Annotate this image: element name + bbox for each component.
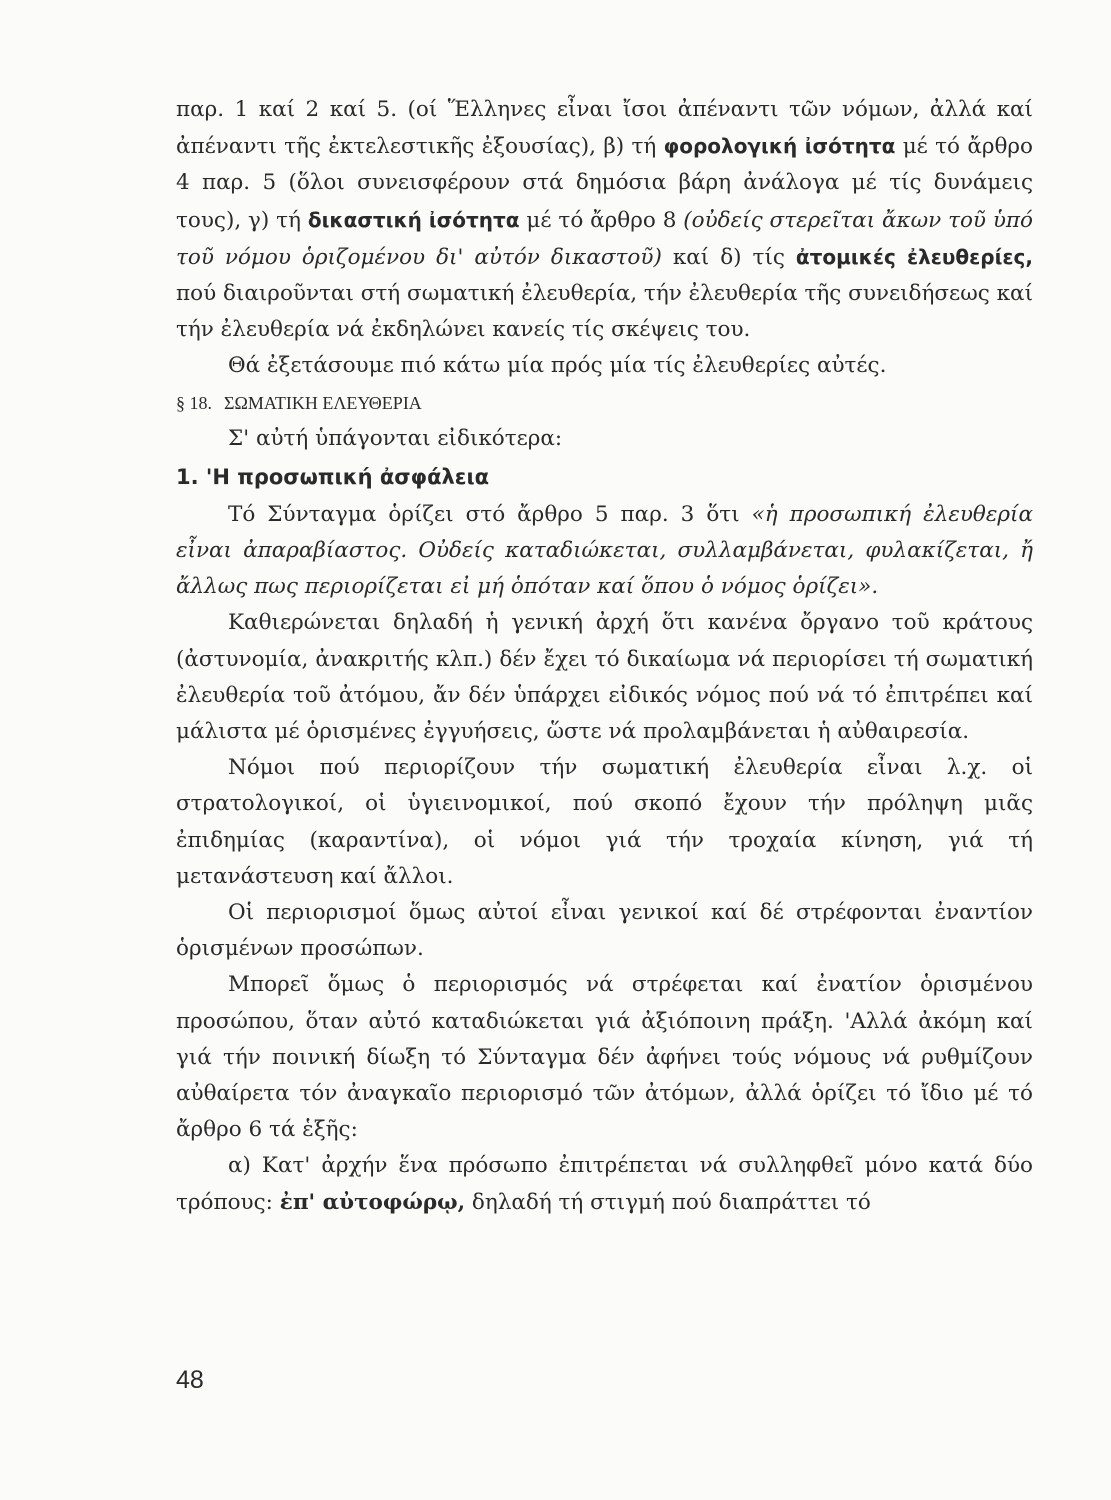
section-title: ΣΩΜΑΤΙΚΗ ΕΛΕΥΘΕΡΙΑ <box>224 392 422 413</box>
paragraph-2: Θά ἐξετάσουμε πιό κάτω μία πρός μία τίς ἐλευθερίες αὐτές. <box>228 353 887 379</box>
paragraph-1: παρ. 1 καί 2 καί 5. (οί Ἕλληνες εἶναι ἴσοι ἀπέναντι τῶν νόμων, ἀλλά καί ἀπέναντι τῆς ἐκτελεστικῆς ἐξουσίας), β) τή φορολογική ἰσότητα μέ τό ἄρθρο 4 παρ. 5 (ὅλοι συνεισφέρουν στά δημόσια βάρη ἀνάλογα μέ τίς δυνάμεις τους), γ) τή δικαστική ἰσότητα μέ τό ἄρθρο 8 (οὐδείς στερεῖται ἄκων τοῦ ὑπό τοῦ νόμου ὁριζομένου δι' αὐτόν δικαστοῦ) καί δ) τίς ἀτομικές ἐλευθερίες, πού διαιροῦνται στή σωματική ἐλευθερία, τήν ἐλευθερία τῆς συνειδήσεως καί τήν ἐλευθερία νά ἐκδηλώνει κανείς τίς σκέψεις του. <box>176 97 1034 343</box>
italic-quote-article-8: (οὐδείς στερεῖται ἄκων τοῦ ὑπό τοῦ νόμου ὁριζομένου δι' αὐτόν δικαστοῦ) <box>176 207 1034 270</box>
section-header <box>176 385 1033 421</box>
bold-term-in-flagrante: ἐπ' αὐτοφώρῳ, <box>279 1189 466 1215</box>
paragraph-4: Καθιερώνεται δηλαδή ἡ γενική ἀρχή ὅτι κανένα ὄργανο τοῦ κράτους (ἀστυνομία, ἀνακριτής κλπ.) δέν ἔχει τό δικαίωμα νά περιορίσει τή σωματική ἐλευθερία τοῦ ἀτόμου, ἄν δέν ὑπάρχει εἰδικός νόμος πού νά τό ἐπιτρέπει καί μάλιστα μέ ὁρισμένες ἐγγυήσεις, ὥστε νά προλαμβάνεται ἡ αὐθαιρεσία. <box>176 610 1033 745</box>
text-column <box>176 92 1033 1221</box>
section-intro: Σ' αὐτή ὑπάγονται εἰδικότερα: <box>228 425 563 451</box>
paragraph-3: Τό Σύνταγμα ὁρίζει στό ἄρθρο 5 παρ. 3 ὅτι «ἡ προσωπική ἐλευθερία εἶναι ἀπαραβίαστος. Οὐδείς καταδιώκεται, συλλαμβάνεται, φυλακίζεται, ἤ ἄλλως πως περιορίζεται εἰ μή ὁπόταν καί ὅπου ὁ νόμος ὁρίζει». <box>176 501 1033 600</box>
bold-term-judicial-equality: δικαστική ἰσότητα <box>307 207 520 232</box>
subsection-heading: 1. 'Η προσωπική ἀσφάλεια <box>176 464 490 489</box>
paragraph-8: α) Κατ' ἀρχήν ἕνα πρόσωπο ἐπιτρέπεται νά συλληφθεῖ μόνο κατά δύο τρόπους: ἐπ' αὐτοφώρῳ, δηλαδή τή στιγμή πού διαπράττει τό <box>176 1153 1033 1215</box>
paragraph-7: Μπορεῖ ὅμως ὁ περιορισμός νά στρέφεται καί ἐνατίον ὁρισμένου προσώπου, ὅταν αὐτό καταδιώκεται γιά ἀξιόποινη πράξη. 'Αλλά ἀκόμη καί γιά τήν ποινική δίωξη τό Σύνταγμα δέν ἀφήνει τούς νόμους νά ρυθμίζουν αὐθαίρετα τόν ἀναγκαῖο περιορισμό τῶν ἀτόμων, ἀλλά ὁρίζει τό ἴδιο μέ τό ἄρθρο 6 τά ἑξῆς: <box>176 972 1033 1143</box>
bold-term-tax-equality: φορολογική ἰσότητα <box>663 134 896 159</box>
italic-quote-article-5: «ἡ προσωπική ἐλευθερία εἶναι ἀπαραβίαστος. Οὐδείς καταδιώκεται, συλλαμβάνεται, φυλακίζεται, ἤ ἄλλως πως περιορίζεται εἰ μή ὁπόταν καί ὅπου ὁ νόμος ὁρίζει». <box>176 501 1033 600</box>
bold-term-individual-freedoms: ἀτομικές ἐλευθερίες, <box>795 244 1033 269</box>
section-number: § 18. <box>176 392 212 413</box>
paragraph-5: Νόμοι πού περιορίζουν τήν σωματική ἐλευθερία εἶναι λ.χ. οἱ στρατολογικοί, οἱ ὑγιεινομικοί, πού σκοπό ἔχουν τήν πρόληψη μιᾶς ἐπιδημίας (καραντίνα), οἱ νόμοι γιά τήν τροχαία κίνηση, γιά τή μετανάστευση καί ἄλλοι. <box>176 755 1033 889</box>
page-number: 48 <box>176 1366 204 1394</box>
paragraph-6: Οἱ περιορισμοί ὅμως αὐτοί εἶναι γενικοί καί δέ στρέφονται ἐναντίον ὁρισμένων προσώπων. <box>176 900 1033 962</box>
